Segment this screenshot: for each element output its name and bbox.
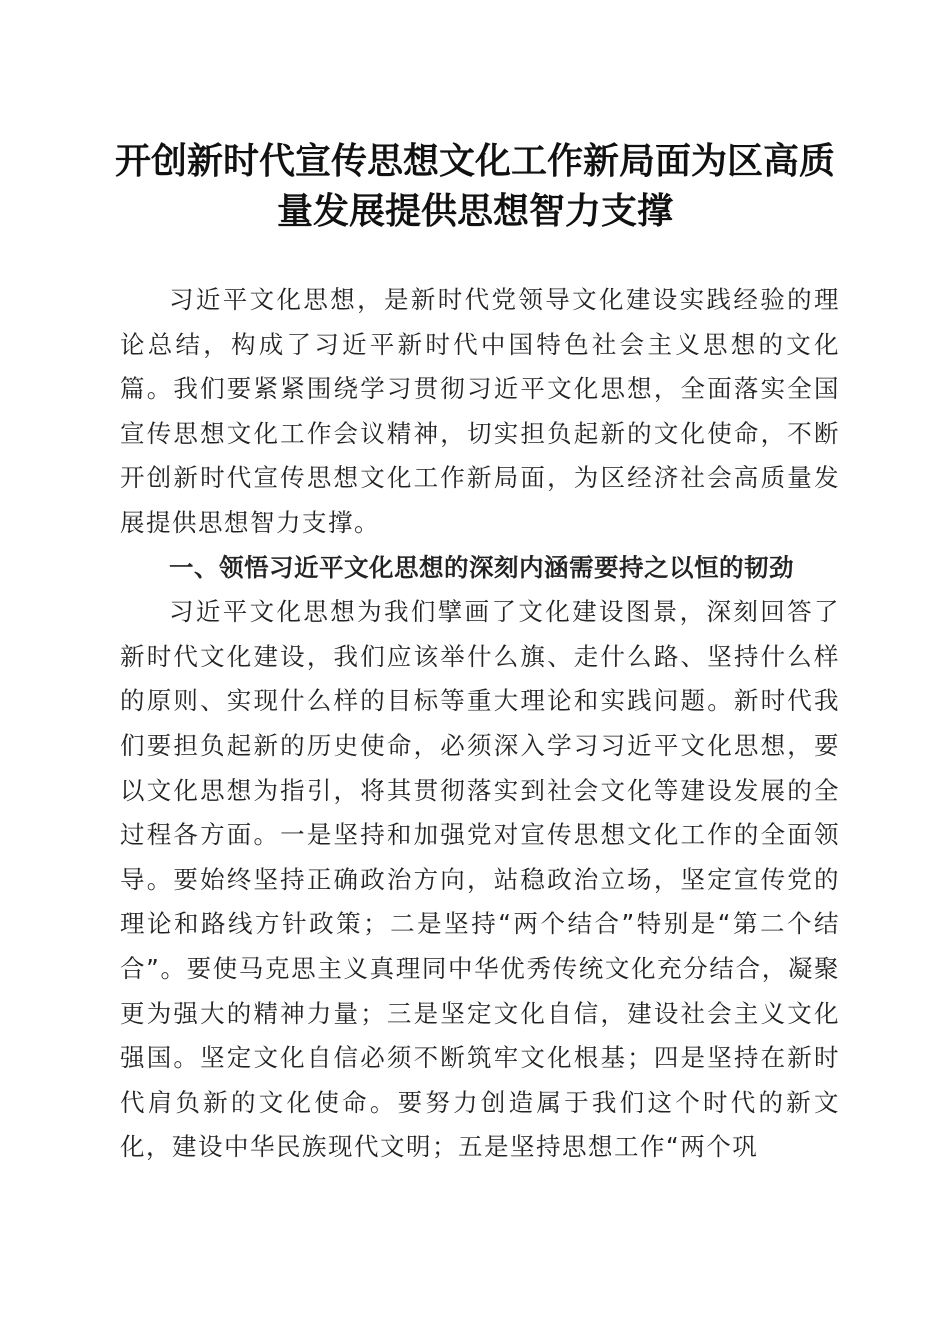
document-title-line-1: 开创新时代宣传思想文化工作新局面为区高质 bbox=[114, 140, 835, 182]
document-title-line-2: 量发展提供思想智力支撑 bbox=[276, 190, 673, 232]
section-heading-1: 一、领悟习近平文化思想的深刻内涵需要持之以恒的韧劲 bbox=[169, 552, 794, 582]
document-body bbox=[120, 278, 840, 1170]
intro-paragraph: 习近平文化思想，是新时代党领导文化建设实践经验的理论总结，构成了习近平新时代中国特色社会主义思想的文化篇。我们要紧紧围绕学习贯彻习近平文化思想，全面落实全国宣传思想文化工作会议精神，切实担负起新的文化使命，不断开创新时代宣传思想文化工作新局面，为区经济社会高质量发展提供思想智力支撑。 bbox=[120, 285, 840, 537]
section-1-paragraph: 习近平文化思想为我们擘画了文化建设图景，深刻回答了新时代文化建设，我们应该举什么旗、走什么路、坚持什么样的原则、实现什么样的目标等重大理论和实践问题。新时代我们要担负起新的历史使命，必须深入学习习近平文化思想，要以文化思想为指引，将其贯彻落实到社会文化等建设发展的全过程各方面。一是坚持和加强党对宣传思想文化工作的全面领导。要始终坚持正确政治方向，站稳政治立场，坚定宣传党的理论和路线方针政策；二是坚持“两个结合”特别是“第二个结合”。要使马克思主义真理同中华优秀传统文化充分结合，凝聚更为强大的精神力量；三是坚定文化自信，建设社会主义文化强国。坚定文化自信必须不断筑牢文化根基；四是坚持在新时代肩负新的文化使命。要努力创造属于我们这个时代的新文化，建设中华民族现代文明；五是坚持思想工作“两个巩 bbox=[120, 597, 840, 1162]
